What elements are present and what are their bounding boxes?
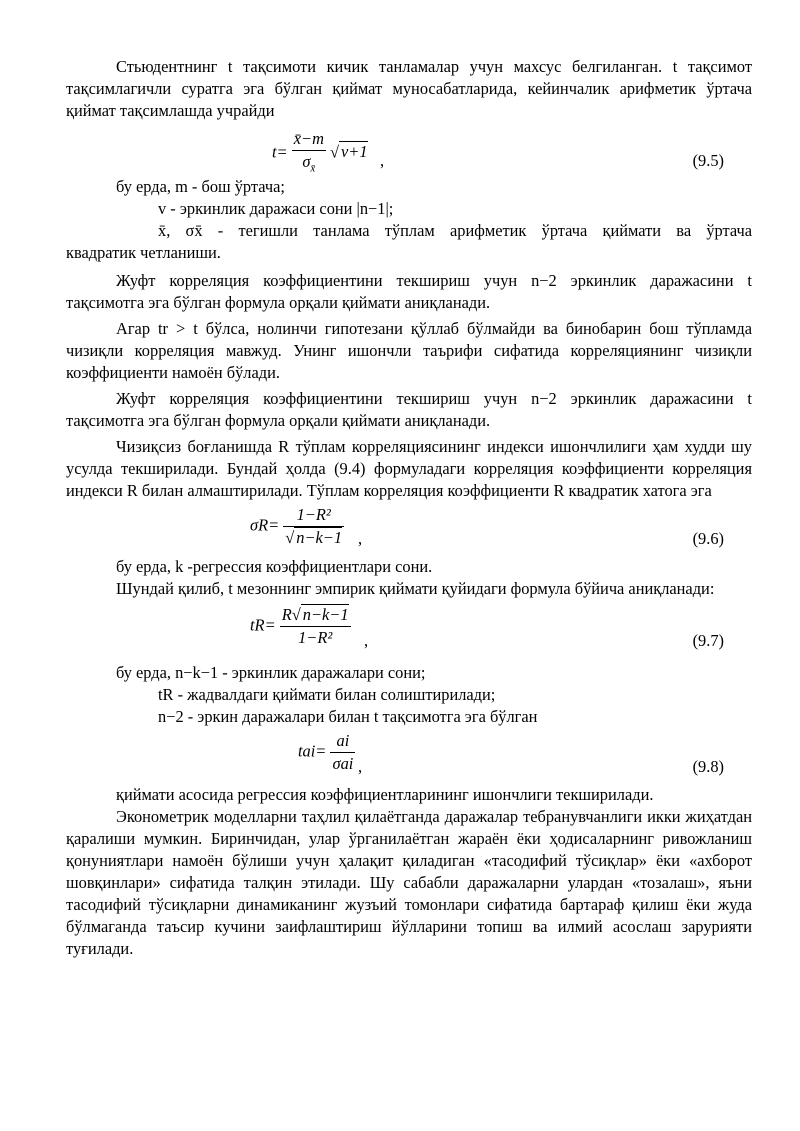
formula-denominator: σai	[332, 754, 354, 773]
definition-tr: tR - жадвалдаги қиймати билан солиштирилади;	[158, 685, 496, 704]
definition-mean-sigma-cont: квадратик четланиши.	[66, 243, 221, 262]
formula-denominator: 1−R²	[298, 628, 333, 647]
paragraph-pair-correlation: Жуфт корреляция коэффициентини текшириш учун n−2 эркинлик даражасини t тақсимотга эга бўлган формула орқали қиймати аниқланади.	[66, 271, 752, 312]
formula-numerator: 1−R²	[283, 504, 344, 527]
formula-number: (9.6)	[692, 529, 724, 548]
formula-number: (9.7)	[692, 631, 724, 650]
formula-9-8	[66, 728, 752, 784]
definition-v: v - эркинлик даражаси сони |n−1|;	[158, 199, 394, 218]
formula-number: (9.5)	[692, 151, 724, 170]
formula-fraction	[280, 604, 351, 649]
formula-denominator: $\sigma_{x̄}$	[302, 152, 316, 175]
formula-lhs: tai=	[298, 741, 327, 761]
formula-comma: ,	[358, 757, 363, 776]
formula-number: (9.8)	[692, 757, 724, 776]
formula-lhs: tR=	[250, 615, 276, 635]
formula-fraction	[283, 504, 344, 549]
formula-comma: ,	[364, 631, 369, 650]
paragraph-t-criterion: Шундай қилиб, t мезоннинг эмпирик қиймати қуйидаги формула бўйича аниқланади:	[116, 579, 715, 598]
formula-root: √ v+1	[330, 142, 368, 162]
formula-9-5	[66, 122, 752, 176]
formula-numerator: ai	[330, 730, 355, 753]
paragraph-null-hypothesis: Агар tr > t бўлса, нолинчи гипотезани қўллаб бўлмайди ва бинобарин бош тўпламда чизиқли корреляция мавжуд. Унинг ишончли таърифи сифатида корреляциянинг чизиқли коэффициенти намоён бўлади.	[66, 319, 752, 382]
formula-numerator: x̄−m	[292, 128, 326, 151]
paragraph-pair-correlation-2: Жуфт корреляция коэффициентини текшириш учун n−2 эркинлик даражасини t тақсимотга эга бўлган формула орқали қиймати аниқланади.	[66, 389, 752, 430]
where-line: бу ерда, m - бош ўртача;	[116, 177, 285, 196]
formula-lhs: t=	[272, 142, 288, 162]
paragraph-econometric-models: Эконометрик моделларни таҳлил қилаётганда даражалар тебранувчанлиги икки жиҳатдан қаралиши мумкин. Биринчидан, улар ўрганилаётган жараён ёки ҳодисаларнинг ривожланиш қонуниятлари намоён бўлиши учун ҳалақит қиладиган «тасодифий тўсиқлар» ёки «ахборот шовқинлари» сифатида талқин этилади. Шу сабабли даражаларни улардан «тозалаш», яъни тасодифий тўсиқларни динамиканинг жузъий томонлари сифатида бартараф қилиш ёки жуда бўлмаганда таъсир кучини заифлаштириш йўлларини топиш ва илмий асослаш зарурияти туғилади.	[66, 807, 752, 958]
formula-comma: ,	[358, 529, 363, 548]
formula-comma: ,	[380, 151, 385, 170]
paragraph-nonlinear: Чизиқсиз боғланишда R тўплам корреляциясининг индекси ишончлилиги ҳам худди шу усулда текширилади. Бундай ҳолда (9.4) формуладаги корреляция коэффициенти корреляция индекси R билан алмаштирилади. Тўплам корреляция коэффициенти R квадратик хатога эга	[66, 437, 752, 500]
formula-denominator: √ n−k−1	[285, 528, 343, 547]
formula-fraction	[292, 128, 326, 179]
formula-fraction	[330, 730, 355, 775]
paragraph-regression-reliability: қиймати асосида регрессия коэффициентларининг ишончлиги текширилади.	[116, 785, 654, 804]
formula-numerator: R√ n−k−1	[280, 604, 351, 627]
where-line: бу ерда, k -регрессия коэффициентлари сони.	[116, 557, 433, 576]
formula-lhs: σR=	[250, 515, 280, 535]
where-line: бу ерда, n−k−1 - эркинлик даражалари сони;	[116, 663, 426, 682]
formula-9-6	[66, 502, 752, 556]
definition-mean-sigma: x̄, σx̄ - тегишли танлама тўплам арифметик ўртача қиймати ва ўртача	[158, 221, 752, 240]
document-page	[66, 56, 752, 960]
paragraph-student-distribution: Стьюдентнинг t тақсимоти кичик танламалар учун махсус белгиланган. t тақсимот тақсимлагичли суратга эга бўлган қиймат муносабатларида, кейинчалик арифметик ўртача қиймат тақсимлашда учрайди	[66, 57, 752, 120]
formula-9-7	[66, 600, 752, 662]
definition-n2: n−2 - эркин даражалари билан t тақсимотга эга бўлган	[158, 707, 538, 726]
